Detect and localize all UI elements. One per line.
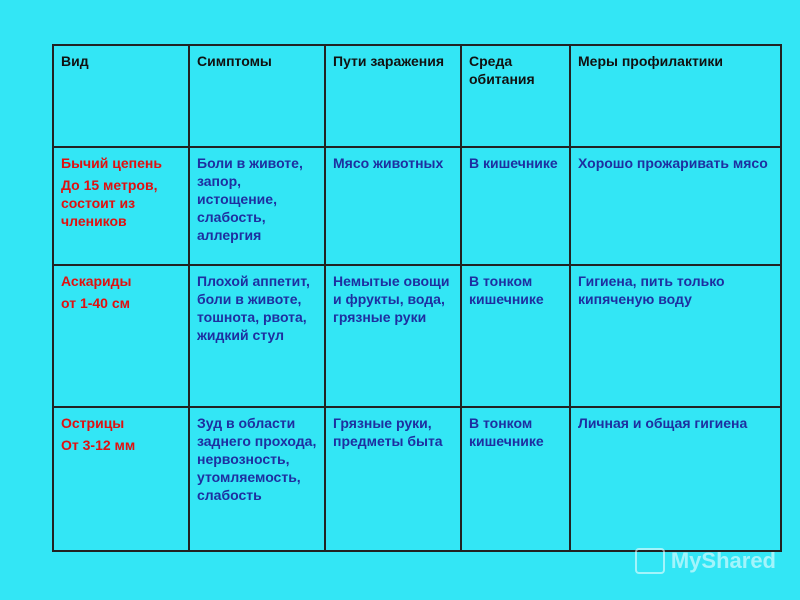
parasite-name: Острицы <box>61 415 125 431</box>
parasite-name: Бычий цепень <box>61 155 162 171</box>
kind-cell <box>53 407 189 551</box>
prevention-cell: Хорошо прожаривать мясо <box>570 147 781 265</box>
symptoms-cell: Боли в животе, запор, истощение, слабость, аллергия <box>189 147 325 265</box>
infection-cell: Грязные руки, предметы быта <box>325 407 461 551</box>
habitat-cell: В кишечнике <box>461 147 570 265</box>
parasite-size: До 15 метров, состоит из члеников <box>61 177 158 229</box>
symptoms-cell: Зуд в области заднего прохода, нервозность, утомляемость, слабость <box>189 407 325 551</box>
header-row <box>53 45 781 147</box>
habitat-cell: В тонком кишечнике <box>461 407 570 551</box>
prevention-cell: Гигиена, пить только кипяченую воду <box>570 265 781 407</box>
kind-cell <box>53 265 189 407</box>
parasite-name: Аскариды <box>61 273 132 289</box>
parasites-table <box>52 44 782 552</box>
parasite-size: от 1-40 см <box>61 295 131 311</box>
symptoms-cell: Плохой аппетит, боли в животе, тошнота, рвота, жидкий стул <box>189 265 325 407</box>
infection-cell: Немытые овощи и фрукты, вода, грязные руки <box>325 265 461 407</box>
header-infection: Пути заражения <box>325 45 461 147</box>
table-row <box>53 407 781 551</box>
table-row <box>53 265 781 407</box>
table-row <box>53 147 781 265</box>
watermark-text: MyShared <box>670 548 776 573</box>
parasite-size: От 3-12 мм <box>61 437 136 453</box>
watermark <box>635 548 776 574</box>
kind-cell <box>53 147 189 265</box>
header-symptoms: Симптомы <box>189 45 325 147</box>
infection-cell: Мясо животных <box>325 147 461 265</box>
header-prevention: Меры профилактики <box>570 45 781 147</box>
prevention-cell: Личная и общая гигиена <box>570 407 781 551</box>
header-kind: Вид <box>53 45 189 147</box>
habitat-cell: В тонком кишечнике <box>461 265 570 407</box>
header-habitat: Среда обитания <box>461 45 570 147</box>
presentation-icon <box>635 548 665 574</box>
